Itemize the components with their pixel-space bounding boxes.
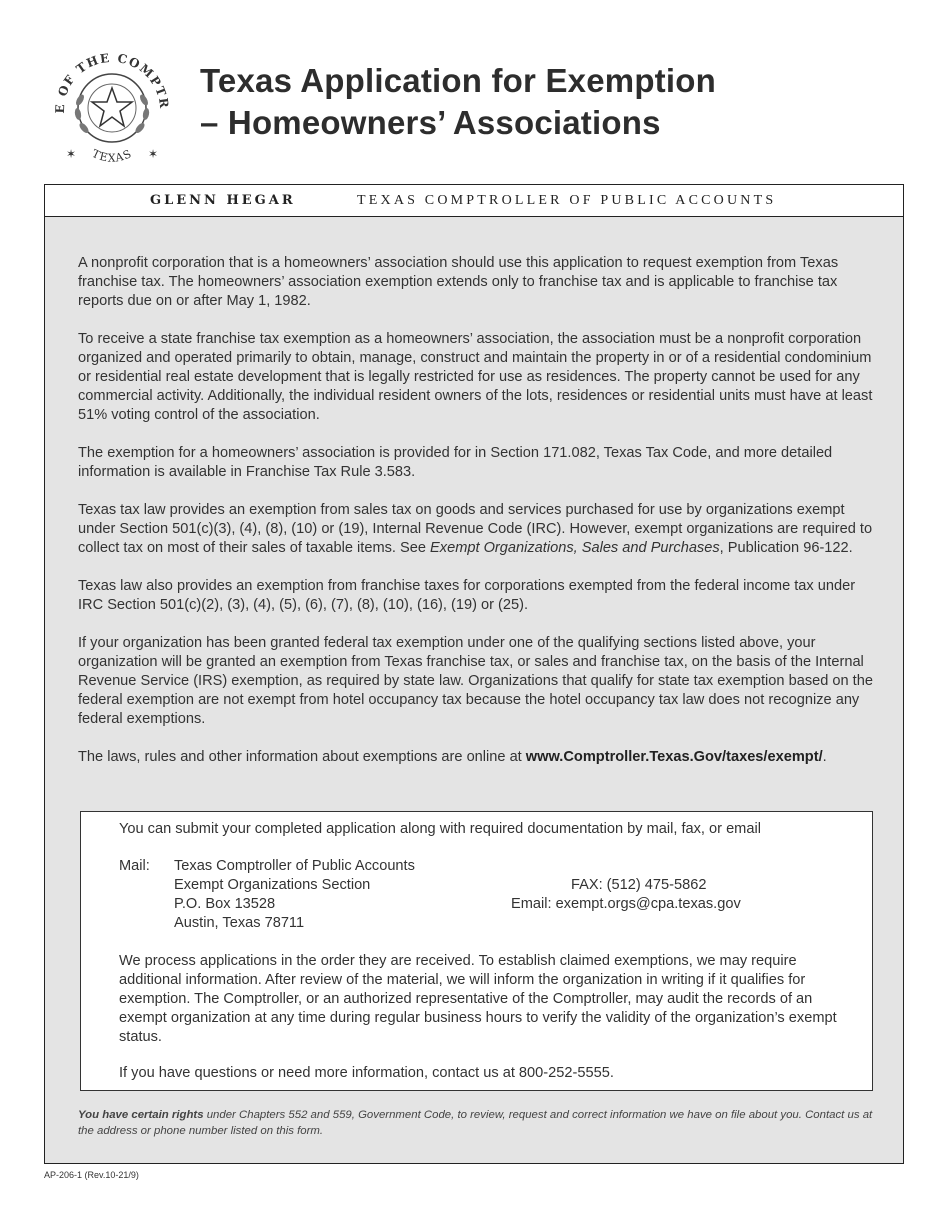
paragraph-2: To receive a state franchise tax exemption as a homeowners’ association, the association must be a nonprofit corporation organized and operated primarily to obtain, manage, construct and maintain the property in or of a residential condominium or residential real estate development that is legally restricted for use as residences. The property cannot be used for any commercial activity. Additionally, the individual resident owners of the lots, residences or residential units must have at least 51% voting control of the association. [78, 331, 873, 423]
exempt-website-link[interactable]: www.Comptroller.Texas.Gov/taxes/exempt/ [525, 749, 823, 765]
paragraph-5: Texas law also provides an exemption from franchise taxes for corporations exempted from the federal income tax under IRC Section 501(c)(2), (3), (4), (5), (6), (7), (8), (10), (16), (19) or (25). [78, 578, 856, 613]
form-frame [44, 184, 904, 1164]
mail-label: Mail: [119, 858, 150, 874]
paragraph-4-text-b: , Publication 96-122. [719, 540, 853, 556]
paragraph-6: If your organization has been granted federal tax exemption under one of the qualifying sections listed above, your organization will be granted an exemption from Texas franchise tax, or sales and franchise tax, on the basis of the Internal Revenue Service (IRS) exemption, as required by state law. Organizations that qualify for state tax exemption based on the federal exemption are not exempt from hotel occupancy tax because the hotel occupancy tax law does not recognize any federal exemptions. [78, 635, 873, 727]
publication-title: Exempt Organizations, Sales and Purchases [430, 540, 720, 556]
agency-name: TEXAS COMPTROLLER OF PUBLIC ACCOUNTS [357, 193, 777, 208]
paragraph-4 [78, 501, 878, 558]
title-line-2: – Homeowners’ Associations [200, 104, 661, 141]
paragraph-3: The exemption for a homeowners’ association is provided for in Section 171.082, Texas Tax Code, and more detailed information is available in Franchise Tax Rule 3.583. [78, 445, 833, 480]
form-number: AP-206-1 (Rev.10-21/9) [44, 1170, 139, 1180]
svg-text:TEXAS [90, 147, 134, 165]
email-address: Email: exempt.orgs@cpa.texas.gov [511, 896, 741, 912]
fax-number: FAX: (512) 475-5862 [571, 877, 707, 893]
address-line: Exempt Organizations Section [174, 877, 371, 893]
submission-info-box [80, 811, 873, 1091]
seal-bottom-text: TEXAS [89, 146, 135, 165]
mailing-address [174, 857, 415, 933]
paragraph-7 [78, 748, 878, 767]
comptroller-name: GLENN HEGAR [150, 193, 296, 208]
paragraph-4-text-a: Texas tax law provides an exemption from sales tax on goods and services purchased for use by organizations exempt under Section 501(c)(3), (4), (8), (10) or (19), Internal Revenue Code (IRC). However, exempt organizations are required to collect tax on most of their sales of taxable items. See [78, 502, 873, 556]
contact-info: If you have questions or need more information, contact us at 800-252-5555. [119, 1065, 614, 1081]
address-line: Texas Comptroller of Public Accounts [174, 858, 415, 874]
rights-notice-text: under Chapters 552 and 559, Government Code, to review, request and correct information we have on file about you. Contact us at the address or phone number listed on this form. [78, 1109, 873, 1137]
paragraph-1: A nonprofit corporation that is a homeowners’ association should use this application to request exemption from Texas franchise tax. The homeowners’ association exemption extends only to franchise tax and is applicable to franchise tax reports due on or after May 1, 1982. [78, 255, 839, 309]
rights-notice-bold: You have certain rights [78, 1109, 204, 1121]
title-line-1: Texas Application for Exemption [200, 62, 716, 99]
svg-text:✶: ✶ [66, 147, 77, 161]
submission-intro: You can submit your completed application along with required documentation by mail, fax, or email [119, 821, 761, 837]
svg-text:✶: ✶ [148, 147, 159, 161]
page-title [200, 60, 716, 144]
address-line: P.O. Box 13528 [174, 896, 276, 912]
agency-header [45, 185, 903, 217]
seal-arc-text: E OF THE COMPTR [52, 50, 172, 114]
processing-info: We process applications in the order they are received. To establish claimed exemptions, we may require additional information. After review of the material, we will inform the organization in writing if it qualifies for exemption. The Comptroller, or an authorized representative of the Comptroller, may audit the records of an exempt organization at any time during regular business hours to verify the validity of the organization’s exempt status. [119, 953, 837, 1045]
instructions [78, 254, 878, 767]
rights-notice [78, 1107, 878, 1139]
paragraph-7-text-a: The laws, rules and other information about exemptions are online at [78, 749, 526, 765]
address-line: Austin, Texas 78711 [174, 915, 305, 931]
comptroller-seal [44, 40, 180, 176]
paragraph-7-text-b: . [822, 749, 827, 765]
